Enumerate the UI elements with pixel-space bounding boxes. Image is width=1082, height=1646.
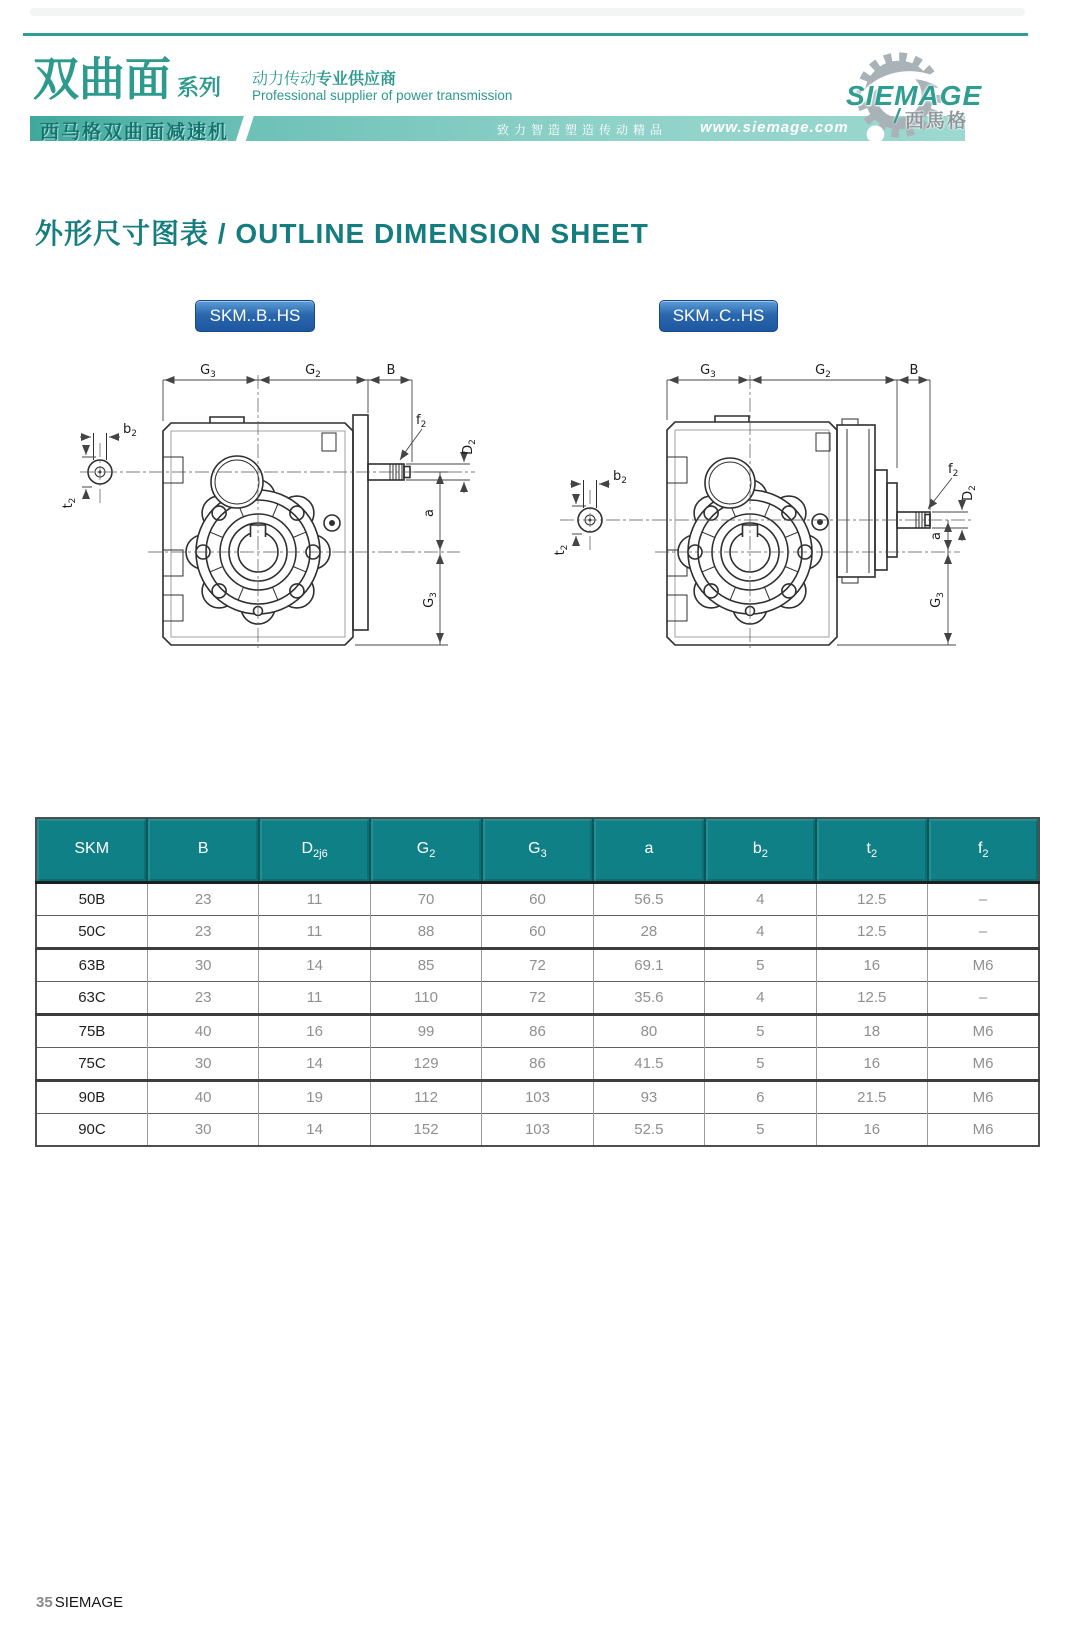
series-suffix: 系列 <box>177 75 222 100</box>
cell: 80 <box>593 1015 704 1048</box>
outline-drawing-skm-c-hs <box>520 345 980 655</box>
cell: 5 <box>705 1015 816 1048</box>
dim-label-a: a <box>422 509 437 517</box>
dim-label-d2: $D_2$ <box>961 485 978 501</box>
col-header-g3: $G_3$ <box>482 818 593 883</box>
cell: 50C <box>36 916 147 949</box>
cell: 18 <box>816 1015 927 1048</box>
dim-label-b-top: B <box>909 363 919 378</box>
cell: 85 <box>370 949 481 982</box>
input-bore-circle <box>705 458 755 508</box>
cell: 60 <box>482 883 593 916</box>
cell: 6 <box>705 1081 816 1114</box>
cell: 86 <box>482 1015 593 1048</box>
cell: 99 <box>370 1015 481 1048</box>
cell: 28 <box>593 916 704 949</box>
cell: 56.5 <box>593 883 704 916</box>
cell: 12.5 <box>816 883 927 916</box>
cell: 16 <box>259 1015 370 1048</box>
housing-extension <box>837 419 897 583</box>
cell: M6 <box>928 949 1040 982</box>
logo-wordmark: SIEMAGE <box>846 80 983 111</box>
cell: M6 <box>928 1114 1040 1147</box>
series-title <box>33 53 222 105</box>
cell: 72 <box>482 982 593 1015</box>
cell: M6 <box>928 1081 1040 1114</box>
table-row-75b <box>36 1015 1039 1048</box>
cell: M6 <box>928 1015 1040 1048</box>
cell: 90B <box>36 1081 147 1114</box>
dim-label-g3-top: $G_3$ <box>700 363 716 380</box>
page-number: 35 <box>36 1594 53 1611</box>
table-row-63b <box>36 949 1039 982</box>
model-badge-skm-c-hs: SKM..C..HS <box>659 300 778 332</box>
cell: 152 <box>370 1114 481 1147</box>
col-header-t2: $t_2$ <box>816 818 927 883</box>
cell: 30 <box>147 1048 258 1081</box>
cell: 23 <box>147 916 258 949</box>
cell: 5 <box>705 1114 816 1147</box>
supplier-cn-bold: 专业供应商 <box>316 71 397 88</box>
cell: 69.1 <box>593 949 704 982</box>
cell: 63B <box>36 949 147 982</box>
cell: 19 <box>259 1081 370 1114</box>
dimension-table-container <box>35 817 1040 1147</box>
dim-label-g3-right: $G_3$ <box>929 592 946 608</box>
dim-label-g3-right: $G_3$ <box>422 592 439 608</box>
col-header-f2: $f_2$ <box>928 818 1040 883</box>
col-header-d2j6: $D_{2j6}$ <box>259 818 370 883</box>
cell: – <box>928 883 1040 916</box>
cell: 41.5 <box>593 1048 704 1081</box>
cell: 60 <box>482 916 593 949</box>
table-header-row <box>36 818 1039 883</box>
outline-drawing-skm-b-hs <box>60 345 480 655</box>
series-title-cn: 双曲面 <box>33 53 171 105</box>
cell: 11 <box>259 982 370 1015</box>
dim-label-f2: $f_2$ <box>416 413 427 430</box>
logo-cn-text: 西馬格 <box>905 111 969 132</box>
cell: 23 <box>147 982 258 1015</box>
cell: 12.5 <box>816 916 927 949</box>
cell: 23 <box>147 883 258 916</box>
table-row-50c <box>36 916 1039 949</box>
cell: 12.5 <box>816 982 927 1015</box>
cell: 75C <box>36 1048 147 1081</box>
top-shadow-band <box>30 8 1025 16</box>
dim-label-a: a <box>929 532 944 540</box>
dim-label-b2: $b_2$ <box>123 422 137 439</box>
cell: 72 <box>482 949 593 982</box>
cell: 93 <box>593 1081 704 1114</box>
cell: 103 <box>482 1114 593 1147</box>
cell: 14 <box>259 1048 370 1081</box>
page-title: 外形尺寸图表 / OUTLINE DIMENSION SHEET <box>35 218 649 249</box>
cell: 40 <box>147 1015 258 1048</box>
mounting-flange <box>186 456 340 624</box>
cell: 70 <box>370 883 481 916</box>
cell: 103 <box>482 1081 593 1114</box>
cell: 4 <box>705 883 816 916</box>
cell: 50B <box>36 883 147 916</box>
dimension-table <box>35 817 1040 1147</box>
cell: 75B <box>36 1015 147 1048</box>
band-slogan: 致力智造塑造传动精品 <box>497 123 668 137</box>
cell: – <box>928 916 1040 949</box>
cell: 5 <box>705 1048 816 1081</box>
cell: M6 <box>928 1048 1040 1081</box>
cell: 35.6 <box>593 982 704 1015</box>
cell: 86 <box>482 1048 593 1081</box>
supplier-cn-normal: 动力传动 <box>252 71 317 88</box>
cell: 5 <box>705 949 816 982</box>
table-row-90c <box>36 1114 1039 1147</box>
cell: 129 <box>370 1048 481 1081</box>
cell: 90C <box>36 1114 147 1147</box>
cell: 30 <box>147 949 258 982</box>
cell: 63C <box>36 982 147 1015</box>
dim-label-g2-top: $G_2$ <box>305 363 321 380</box>
cell: 4 <box>705 982 816 1015</box>
col-header-a: a <box>593 818 704 883</box>
cell: 16 <box>816 1048 927 1081</box>
cell: 11 <box>259 883 370 916</box>
page-footer <box>36 1594 123 1611</box>
website-url: www.siemage.com <box>700 119 849 136</box>
table-row-63c <box>36 982 1039 1015</box>
col-header-skm: SKM <box>36 818 147 883</box>
dim-label-b-top: B <box>386 363 396 378</box>
dim-label-f2: $f_2$ <box>948 462 959 479</box>
dim-label-t2: $t_2$ <box>61 497 78 509</box>
dim-label-g2-top: $G_2$ <box>815 363 831 380</box>
input-bore-circle <box>211 456 263 508</box>
cell: 52.5 <box>593 1114 704 1147</box>
supplier-line-en: Professional supplier of power transmission <box>252 88 513 103</box>
model-badge-skm-b-hs: SKM..B..HS <box>195 300 315 332</box>
cell: 21.5 <box>816 1081 927 1114</box>
col-header-b: B <box>147 818 258 883</box>
dim-label-b2: $b_2$ <box>613 469 627 486</box>
cell: 11 <box>259 916 370 949</box>
band-series-label: 西马格双曲面减速机 <box>40 122 230 143</box>
dim-label-t2: $t_2$ <box>553 544 570 556</box>
cell: 16 <box>816 949 927 982</box>
cell: 16 <box>816 1114 927 1147</box>
cell: 88 <box>370 916 481 949</box>
cell: 14 <box>259 1114 370 1147</box>
logo-swoosh: / <box>894 106 900 128</box>
cell: 14 <box>259 949 370 982</box>
col-header-g2: $G_2$ <box>370 818 481 883</box>
footer-brand: SIEMAGE <box>54 1594 124 1611</box>
col-header-b2: $b_2$ <box>705 818 816 883</box>
cell: 4 <box>705 916 816 949</box>
cell: – <box>928 982 1040 1015</box>
mounting-flange <box>678 458 828 624</box>
header-divider-rule <box>23 33 1028 36</box>
supplier-line-cn <box>252 66 396 89</box>
cell: 40 <box>147 1081 258 1114</box>
table-row-90b <box>36 1081 1039 1114</box>
table-row-75c <box>36 1048 1039 1081</box>
table-row-50b <box>36 883 1039 916</box>
cell: 30 <box>147 1114 258 1147</box>
dim-label-d2: $D_2$ <box>461 439 478 455</box>
cell: 110 <box>370 982 481 1015</box>
cell: 112 <box>370 1081 481 1114</box>
dim-label-g3-top: $G_3$ <box>200 363 216 380</box>
